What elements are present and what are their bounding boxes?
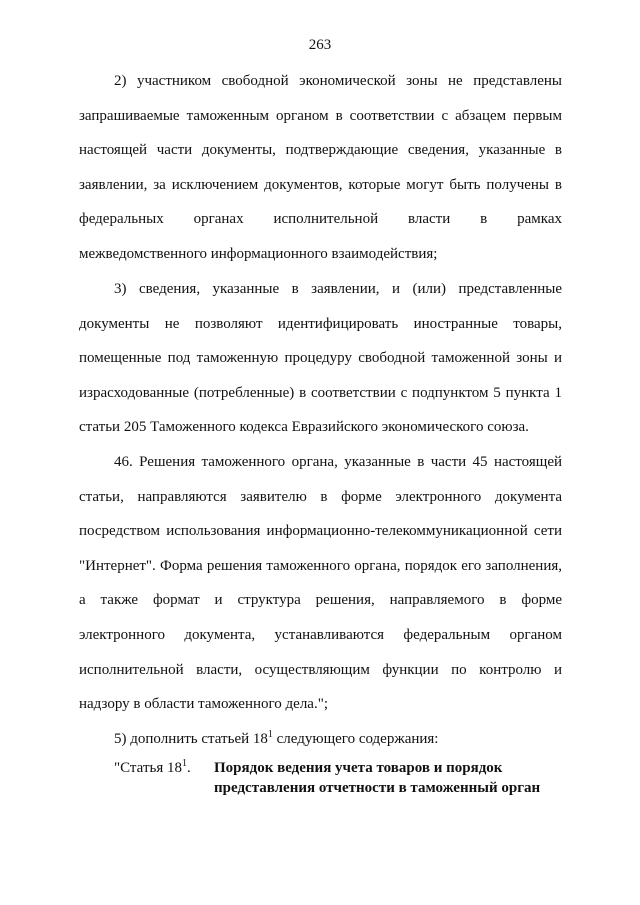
paragraph-item-46	[79, 445, 562, 722]
article-title: Порядок ведения учета товаров и порядок представления отчетности в таможенный орган	[214, 760, 541, 796]
paragraph-item-5-text-after: следующего содержания:	[272, 731, 439, 747]
paragraph-item-3	[79, 272, 562, 445]
paragraph-item-5	[79, 722, 562, 757]
article-label-text: "Статья 18	[114, 760, 182, 776]
article-label	[114, 758, 191, 778]
paragraph-item-2-text: 2) участником свободной экономической зоны не представлены запрашиваемые таможенным органом в соответствии с абзацем первым настоящей части документы, подтверждающие сведения, указанные в заявлении, за исключением документов, которые могут быть получены в федеральных органах исполнительной власти в рамках межведомственного информационного взаимодействия;	[79, 73, 562, 262]
paragraph-item-5-text-before: 5) дополнить статьей 18	[114, 731, 268, 747]
paragraph-item-46-text: 46. Решения таможенного органа, указанные в части 45 настоящей статьи, направляются заявителю в форме электронного документа посредством использования информационно-телекоммуникационной сети "Интернет". Форма решения таможенного органа, порядок его заполнения, а также формат и структура решения, направляемого в форме электронного документа, устанавливаются федеральным органом исполнительной власти, осуществляющим функции по контролю и надзору в области таможенного дела.";	[79, 454, 562, 713]
article-label-dot: .	[186, 760, 191, 776]
page-number: 263	[308, 37, 332, 53]
paragraph-item-3-text: 3) сведения, указанные в заявлении, и (или) представленные документы не позволяют идентифицировать иностранные товары, помещенные под таможенную процедуру свободной таможенной зоны и израсходованные (потребленные) в соответствии с подпунктом 5 пункта 1 статьи 205 Таможенного кодекса Евразийского экономического союза.	[79, 281, 562, 436]
article-label-superscript: 1	[181, 758, 187, 769]
paragraph-item-2	[79, 64, 562, 272]
paragraph-item-5-superscript: 1	[267, 729, 273, 740]
